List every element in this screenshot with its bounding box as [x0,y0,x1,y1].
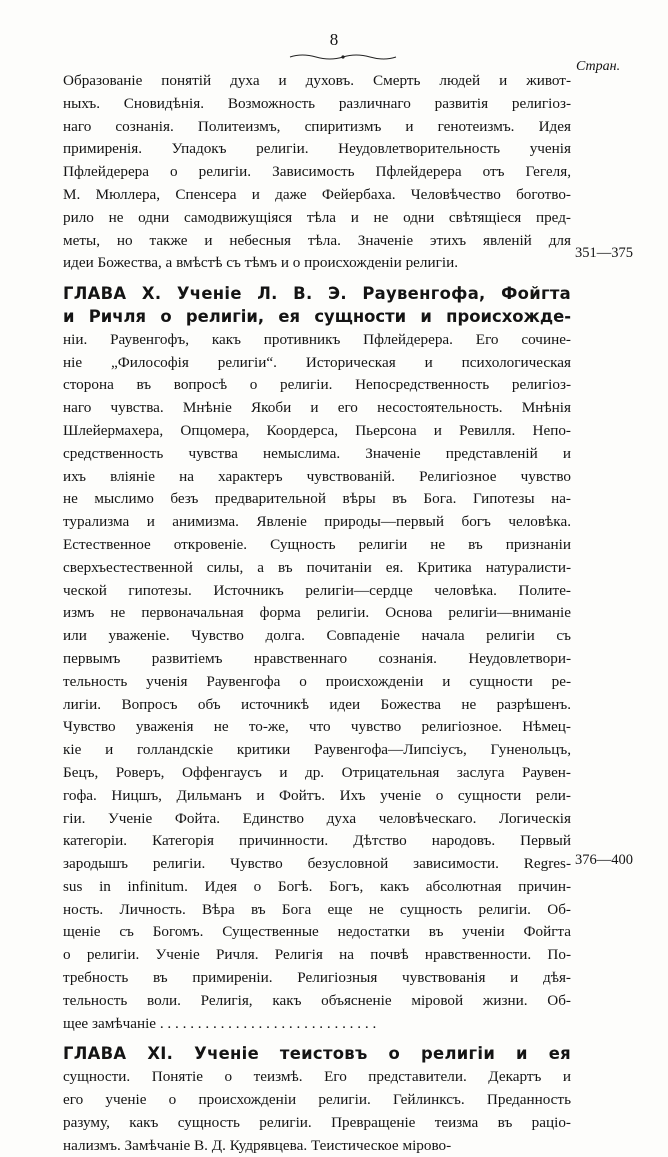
text-line: не мыслимо безъ предварительной вѣры въ Бога. Гипотезы на- [63,490,571,508]
text-line: примиренія. Упадокъ религіи. Неудовлетворительность ученія [63,140,571,158]
text-line: гіи. Ученіе Фойта. Единство духа человѣческаго. Логическія [63,809,571,827]
page-reference: 376—400 [575,852,633,868]
text-line: наго чувства. Мнѣніе Якоби и его несостоятельность. Мнѣнія [63,399,571,417]
text-line: требность въ примиреніи. Религіозныя чувствованія и дѣя- [63,969,571,987]
text-line: нализмъ. Замѣчаніе В. Д. Кудрявцева. Теистическое мірово- [63,1136,452,1154]
section-chapter-11 [63,1043,571,1157]
chapter-heading: ГЛАВА XI. Ученіе теистовъ о религіи и ея [63,1044,571,1064]
text-line: гофа. Ницшъ, Дильманъ и Фойтъ. Ихъ ученіе о сущности рели- [63,786,571,804]
text-line: его ученіе о происхожденіи религіи. Гейлинксъ. Преданность [63,1091,571,1109]
text-line: о религіи. Ученіе Ричля. Религія на почвѣ нравственности. По- [63,946,571,964]
text-line: ихъ вліяніе на характеръ чувствованій. Религіозное чувство [63,467,571,485]
section-chapter-10 [63,283,571,1035]
text-line: сущности. Понятіе о теизмѣ. Его представители. Декартъ и [63,1068,571,1086]
text-line: рило не одни самодвижущіяся тѣла и не одни свѣтящіеся пред- [63,208,571,226]
text-line: Чувство уваженія не то-же, что чувство религіозное. Нѣмец- [63,718,571,736]
text-line: М. Мюллера, Спенсера и даже Фейербаха. Человѣчество боготво- [63,185,571,203]
text-line: тельность воли. Религія, какъ объясненіе міровой жизни. Об- [63,991,571,1009]
text-line: кіе и голландскіе критики Раувенгофа—Липсіусъ, Гуненольцъ, [63,741,571,759]
text-line: первымъ развитіемъ нравственнаго сознанія. Неудовлетвори- [63,649,571,667]
text-line: ніе „Философія религіи“. Историческая и психологическая [63,353,571,371]
text-line: сверхъестественной силы, а въ почитаніи ея. Критика натуралисти- [63,558,571,576]
text-line: меты, но также и небесныя тѣла. Значеніе этихъ явленій для [63,231,571,249]
text-line: щее замѣчаніе . . . . . . . . . . . . . . . . . . . . . . . . . . . . . [63,1014,377,1032]
text-line: средственность чувства немыслима. Значеніе представленій и [63,444,571,462]
text-line: Образованіе понятій духа и духовъ. Смерть людей и живот- [63,72,571,89]
text-line: щеніе съ Богомъ. Существенные недостатки въ ученіи Фойгта [63,923,571,941]
text-line: Естественное откровеніе. Сущность религіи не въ признаніи [63,535,571,553]
text-line: ность. Личность. Вѣра въ Бога еще не сущность религіи. Об- [63,900,571,918]
page-number: 8 [329,30,339,49]
text-line: Шлейермахера, Опцомера, Коордерса, Пьерсона и Ревилля. Непо- [63,421,571,439]
chapter-heading-cont: и Ричля о религіи, ея сущности и происхожде- [63,306,571,326]
ornament-divider [288,52,398,62]
text-line: ніи. Раувенгофъ, какъ противникъ Пфлейдерера. Его сочине- [63,330,571,348]
chapter-heading: ГЛАВА X. Ученіе Л. В. Э. Раувенгофа, Фойгта [63,284,571,304]
page-reference: 351—375 [575,245,633,261]
contents-body [63,70,571,1157]
text-line: наго сознанія. Политеизмъ, спиритизмъ и генотеизмъ. Идея [63,117,571,135]
text-line: категоріи. Категорія причинности. Дѣтство народовъ. Первый [63,832,571,850]
text-line: лигіи. Вопросъ объ источникѣ идеи Божества не разрѣшенъ. [63,695,571,713]
text-line: турализма и анимизма. Явленіе природы—первый богъ человѣка. [63,513,571,531]
text-line: Пфлейдерера о религіи. Зависимость Пфлейдерера отъ Гегеля, [63,163,571,181]
text-line: тельность ученія Раувенгофа о происхожденіи и сущности ре- [63,672,571,690]
text-line: сторона въ вопросѣ о религіи. Непосредственность религіоз- [63,376,571,394]
text-line: Бецъ, Роверъ, Оффенгаусъ и др. Отрицательная заслуга Раувен- [63,763,571,781]
section-ch9-tail [63,70,571,275]
text-line: или уваженіе. Чувство долга. Совпаденіе начала религіи съ [63,627,571,645]
text-line: зародышъ религіи. Чувство безусловной зависимости. Regres- [63,855,571,873]
text-line: идеи Божества, а вмѣстѣ съ тѣмъ и о происхожденіи религіи. [63,254,458,272]
text-line: измъ не первоначальная форма религіи. Основа религіи—вниманіе [63,604,571,622]
text-line: ныхъ. Сновидѣнія. Возможность различнаго развитія религіоз- [63,94,571,112]
column-header: Стран. [576,59,621,74]
text-line: sus in infinitum. Идея о Богѣ. Богъ, какъ абсолютная причин- [63,877,571,895]
text-line: ческой гипотезы. Источникъ религіи—сердце человѣка. Полите- [63,581,571,599]
text-line: разуму, какъ сущность религіи. Превращеніе теизма въ раціо- [63,1113,571,1131]
